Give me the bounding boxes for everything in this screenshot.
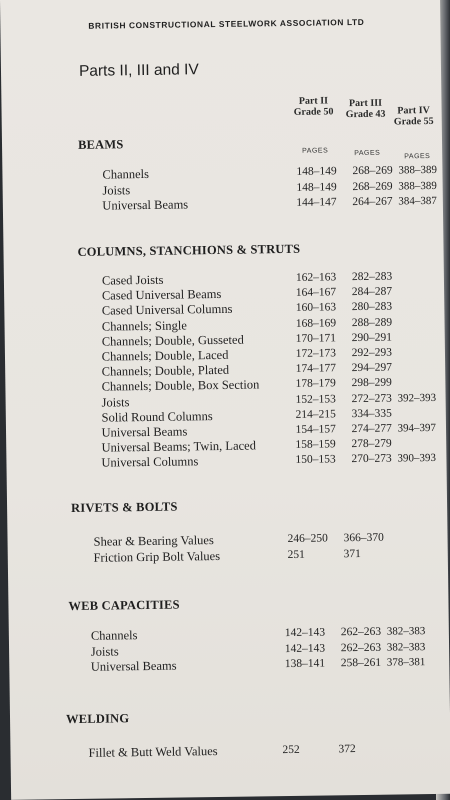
entry-label: Universal Beams [102,197,189,213]
running-header: BRITISH CONSTRUCTIONAL STEELWORK ASSOCIATION LTD [88,16,365,31]
entry-label: Cased Universal Columns [101,302,233,318]
entry-label: Fillet & Butt Weld Values [88,744,218,760]
entry-label: Shear & Bearing Values [93,533,214,549]
section-heading-columns: COLUMNS, STANCHIONS & STRUTS [77,241,301,259]
section-heading-web: WEB CAPACITIES [68,597,180,614]
part-iii-pages: 292–293 [351,346,393,360]
entry-label: Cased Universal Beams [101,287,222,303]
part-iii-pages: 371 [343,547,361,560]
part-iv-pages: 382–383 [386,625,426,638]
part-ii-pages: 170–171 [295,332,337,345]
part-iv-pages: 394–397 [397,421,437,435]
part-ii-pages: 142–143 [284,626,326,640]
entry-label: Joists [101,394,130,410]
section-heading-beams: BEAMS [77,137,124,152]
part-iii-pages: 268–269 [352,180,393,193]
part-iii-pages: 284–287 [351,285,393,299]
part-ii-pages: 168–169 [295,316,337,330]
entry-label: Cased Joists [101,272,164,288]
part-iv-pages: 388–389 [398,163,437,177]
part-iii-pages: 262–263 [340,625,382,639]
page-title: Parts II, III and IV [78,61,199,80]
entry-label: Channels; Double, Gusseted [101,332,244,349]
part-iii-pages: 334–335 [351,407,392,420]
pages-label-part-iii: PAGES [354,149,381,158]
index-row [88,740,448,761]
part-iii-pages: 290–291 [351,331,393,344]
entry-label: Solid Round Columns [101,408,213,425]
part-iii-pages: 272–273 [351,392,392,405]
part-iii-pages: 280–283 [351,300,393,314]
entry-label: Channels; Double, Box Section [101,377,260,395]
part-iii-pages: 282–283 [351,270,393,284]
part-iii-pages: 262–263 [340,641,382,654]
part-ii-pages: 148–149 [296,180,337,194]
entry-label: Universal Columns [101,454,199,471]
part-ii-pages: 174–177 [295,362,337,376]
part-iii-pages: 264–267 [352,195,393,209]
part-ii-pages: 150–153 [295,453,336,467]
part-iv-pages: 382–383 [386,640,426,654]
entry-label: Channels; Single [101,318,187,334]
section-heading-rivets: RIVETS & BOLTS [71,499,178,516]
entry-label: Joists [90,643,119,659]
part-ii-pages: 148–149 [296,165,337,178]
part-ii-pages: 142–143 [284,642,326,655]
part-iii-pages: 258–261 [340,656,382,670]
part-iii-pages: 366–370 [343,531,384,545]
part-ii-pages: 214–215 [295,408,336,421]
entry-label: Universal Beams; Twin, Laced [101,438,257,455]
part-ii-pages: 162–163 [295,271,337,284]
part-iii-pages: 268–269 [352,164,393,178]
column-header-part-ii: Part II Grade 50 [293,95,334,118]
part-iv-pages: 390–393 [397,452,437,465]
part-iii-pages: 298–299 [351,376,392,390]
entry-label: Channels; Double, Plated [101,363,230,379]
part-ii-pages: 251 [287,548,305,561]
column-header-part-iii: Part III Grade 43 [345,97,386,121]
part-iv-pages: 378–381 [386,656,426,669]
entry-label: Channels; Double, Laced [101,347,229,364]
part-ii-pages: 160–163 [295,301,337,315]
part-ii-pages: 152–153 [295,392,336,406]
part-iii-pages: 372 [338,743,356,756]
part-iii-pages: 270–273 [351,452,392,466]
part-iii-pages: 278–279 [351,437,392,451]
part-ii-pages: 138–141 [284,657,326,671]
part-iii-pages: 288–289 [351,316,393,329]
part-ii-pages: 246–250 [287,532,328,546]
part-iv-pages: 388–389 [398,179,437,192]
part-ii-pages: 172–173 [295,347,337,360]
part-ii-pages: 164–167 [295,286,337,300]
part-ii-pages: 144–147 [296,196,337,209]
part-iv-pages: 392–393 [397,391,437,405]
part-iii-pages: 274–277 [351,422,392,436]
part-iii-pages: 294–297 [351,361,393,375]
part-ii-pages: 154–157 [295,423,336,436]
part-iv-pages: 384–387 [398,194,437,208]
section-heading-welding: WELDING [65,711,130,727]
entry-label: Universal Beams [101,424,188,440]
entry-label: Universal Beams [90,658,177,674]
entry-label: Channels [90,628,138,643]
part-ii-pages: 158–159 [295,438,336,452]
pages-label-part-ii: PAGES [302,147,329,155]
entry-label: Channels [102,166,150,182]
part-ii-pages: 178–179 [295,377,336,391]
part-ii-pages: 252 [282,743,300,757]
entry-label: Friction Grip Bolt Values [93,548,221,565]
pages-label-part-iv: PAGES [404,153,431,161]
column-header-part-iv: Part IV Grade 55 [393,105,434,128]
entry-label: Joists [102,182,131,198]
